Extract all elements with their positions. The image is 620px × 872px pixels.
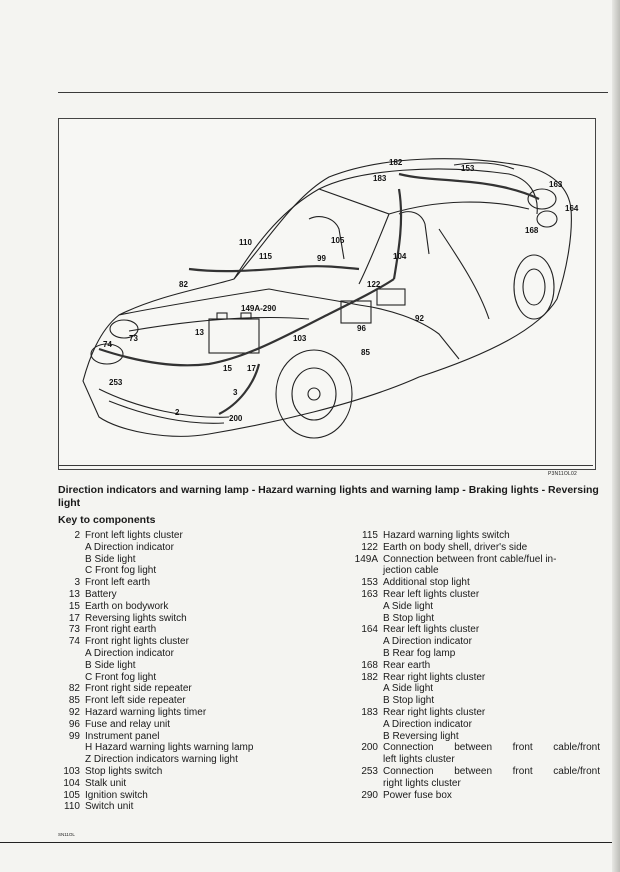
key-entry-label: Rear right lights cluster: [383, 706, 486, 718]
callout-115: 115: [259, 252, 272, 261]
callout-168: 168: [525, 226, 539, 235]
key-entry-number: 115: [362, 530, 378, 541]
callout-110: 110: [239, 238, 252, 247]
key-entry: [58, 613, 328, 625]
callout-163: 163: [549, 180, 563, 189]
key-entry-number: 82: [68, 683, 80, 695]
figure-code: P3N11OL02: [548, 471, 577, 477]
callout-149a-290: 149A-290: [241, 304, 277, 313]
key-entry-label: Rear left lights cluster: [383, 588, 480, 600]
key-sub-entry: H Hazard warning lights warning lamp: [85, 742, 254, 754]
scan-edge: [612, 0, 620, 872]
key-entry-number: 163: [361, 588, 378, 600]
key-entry-continuation: jection cable: [383, 565, 439, 577]
key-entry: [58, 624, 328, 636]
key-entry: [58, 778, 328, 790]
key-entry-label: Hazard warning lights timer: [85, 706, 207, 718]
key-entry-label: Front right lights cluster: [85, 636, 189, 648]
key-entry-number: 253: [361, 765, 378, 777]
key-sub-entry: B Side light: [85, 553, 136, 565]
callout-182: 182: [389, 158, 403, 167]
key-entry: [335, 530, 600, 542]
key-entry-label: Instrument panel: [85, 730, 160, 742]
key-entry: [58, 530, 328, 542]
key-entry: [58, 683, 328, 695]
key-entry-label: Rear left lights cluster: [383, 624, 480, 636]
callout-96: 96: [357, 324, 366, 333]
key-title: Key to components: [58, 514, 156, 526]
key-entry-label: Front left side repeater: [85, 695, 186, 707]
key-entry-number: 99: [68, 730, 80, 742]
callout-73: 73: [129, 334, 138, 343]
key-entry-label: Reversing lights switch: [85, 612, 187, 624]
callout-74: 74: [103, 340, 112, 349]
key-entry: [58, 719, 328, 731]
key-entry-number: 2: [74, 530, 80, 541]
callout-122: 122: [367, 280, 381, 289]
key-entry: [58, 766, 328, 778]
key-entry-word: front: [512, 765, 533, 777]
key-entry-number: 3: [74, 577, 80, 589]
key-left-column: [58, 530, 328, 813]
key-entry-word: cable/front: [553, 765, 600, 777]
key-entry-label: Switch unit: [85, 801, 134, 813]
wiring-harness: [99, 174, 539, 414]
callout-153: 153: [461, 164, 475, 173]
key-sub-entry: B Rear fog lamp: [383, 647, 456, 659]
key-entry-label: Front right earth: [85, 624, 157, 636]
key-sub-entry: B Reversing light: [383, 730, 459, 742]
key-entry-word: between: [454, 742, 493, 754]
key-entry-word: Connection: [383, 742, 434, 754]
key-entry-label: Stop lights switch: [85, 765, 163, 777]
key-entry: [335, 790, 600, 802]
callout-105: 105: [331, 236, 345, 245]
key-sub-entry: B Side light: [85, 659, 136, 671]
key-entry-number: 290: [361, 789, 378, 801]
key-entry-word: cable/front: [553, 742, 600, 754]
key-entry-label: Rear right lights cluster: [383, 671, 486, 683]
top-rule: [58, 92, 608, 93]
key-sub-entry: A Direction indicator: [85, 541, 174, 553]
key-entry-label: Ignition switch: [85, 789, 148, 801]
key-entry-label: Additional stop light: [383, 577, 470, 589]
key-entry-number: 149A: [354, 553, 378, 565]
footer-code: SN11OL: [58, 832, 75, 837]
key-entry: [58, 790, 328, 802]
key-entry-number: 164: [361, 624, 378, 636]
key-entry-number: 73: [68, 624, 80, 636]
callout-17: 17: [247, 364, 256, 373]
key-entry-number: 85: [68, 695, 80, 707]
key-entry-label: Power fuse box: [383, 789, 452, 801]
key-sub-entry: A Side light: [383, 683, 434, 695]
figure-caption: Direction indicators and warning lamp - Hazard warning lights and warning lamp - Braking lights - Reversing light: [58, 484, 599, 509]
car-illustration: [59, 119, 595, 469]
key-sub-entry: B Stop light: [383, 612, 435, 624]
callout-13: 13: [195, 328, 204, 337]
key-entry-continuation: left lights cluster: [383, 754, 455, 766]
key-sub-entry: A Direction indicator: [383, 636, 472, 648]
key-sub-entry: A Side light: [383, 600, 434, 612]
key-entry-number: 153: [361, 577, 378, 589]
callout-2: 2: [175, 408, 180, 417]
callout-164: 164: [565, 204, 579, 213]
key-entry: [58, 731, 328, 743]
key-entry-number: 183: [361, 706, 378, 718]
key-entry-word: between: [454, 765, 493, 777]
key-entry-word: front: [512, 742, 533, 754]
key-right-column: [335, 530, 600, 801]
key-entry-number: 105: [63, 789, 80, 801]
key-entry-number: 122: [361, 541, 378, 553]
key-entry-word: Connection: [383, 765, 434, 777]
callout-253: 253: [109, 378, 123, 387]
callout-3: 3: [233, 388, 238, 397]
figure-bottom-rule: [58, 465, 593, 466]
key-entry-label: [383, 742, 600, 754]
key-sub-entry: A Direction indicator: [85, 647, 174, 659]
callout-85: 85: [361, 348, 370, 357]
key-entry-label: Earth on body shell, driver's side: [383, 541, 528, 553]
key-entry-label: [383, 766, 600, 778]
callout-99: 99: [317, 254, 326, 263]
key-entry-label: Fuse and relay unit: [85, 718, 171, 730]
key-sub-entry: Z Direction indicators warning light: [85, 754, 238, 766]
key-entry-number: 104: [63, 777, 80, 789]
key-entry-number: 74: [68, 636, 80, 648]
key-entry-number: 92: [68, 706, 80, 718]
key-entry-number: 200: [361, 742, 378, 754]
key-entry: [335, 577, 600, 589]
car-outline: [83, 159, 571, 438]
key-entry: [335, 660, 600, 672]
key-entry-continuation: right lights cluster: [383, 777, 461, 789]
key-entry: [58, 636, 328, 648]
key-entry-label: Front right side repeater: [85, 683, 192, 695]
key-entry: [335, 624, 600, 636]
key-entry: [335, 589, 600, 601]
key-entry-label: Stalk unit: [85, 777, 127, 789]
key-entry: [335, 672, 600, 684]
key-sub-entry: B Stop light: [383, 695, 435, 707]
key-entry-number: 13: [68, 588, 80, 600]
key-entry: [58, 695, 328, 707]
callout-82: 82: [179, 280, 188, 289]
key-entry: [58, 577, 328, 589]
key-entry: [58, 589, 328, 601]
key-entry-label: Rear earth: [383, 659, 431, 671]
key-entry-label: Earth on bodywork: [85, 600, 169, 612]
key-entry: [335, 707, 600, 719]
key-entry-number: 103: [63, 765, 80, 777]
key-entry-number: 110: [64, 801, 80, 813]
key-entry-label: Battery: [85, 588, 117, 600]
callout-183: 183: [373, 174, 387, 183]
key-sub-entry: C Front fog light: [85, 565, 157, 577]
callout-15: 15: [223, 364, 232, 373]
callout-200: 200: [229, 414, 243, 423]
key-sub-entry: C Front fog light: [85, 671, 157, 683]
callout-92: 92: [415, 314, 424, 323]
key-entry-number: 96: [68, 718, 80, 730]
key-entry-label: Hazard warning lights switch: [383, 530, 510, 541]
key-entry: [58, 601, 328, 613]
key-entry-number: 15: [68, 600, 80, 612]
key-entry: [58, 801, 328, 813]
bottom-rule: [0, 842, 612, 843]
key-entry: [335, 542, 600, 554]
key-entry-number: 168: [361, 659, 378, 671]
wiring-diagram-figure: [58, 118, 596, 470]
key-entry-number: 182: [361, 671, 378, 683]
key-entry-label: Connection between front cable/fuel in-: [383, 553, 557, 565]
key-entry: [335, 766, 600, 778]
callout-103: 103: [293, 334, 307, 343]
key-entry: [335, 554, 600, 566]
key-entry-label: Front left earth: [85, 577, 151, 589]
key-entry-label: Front left lights cluster: [85, 530, 183, 541]
key-entry-number: 17: [68, 612, 80, 624]
callout-104: 104: [393, 252, 407, 261]
key-entry: [58, 707, 328, 719]
callout-labels: [103, 158, 579, 423]
key-entry: [335, 742, 600, 754]
key-sub-entry: A Direction indicator: [383, 718, 472, 730]
